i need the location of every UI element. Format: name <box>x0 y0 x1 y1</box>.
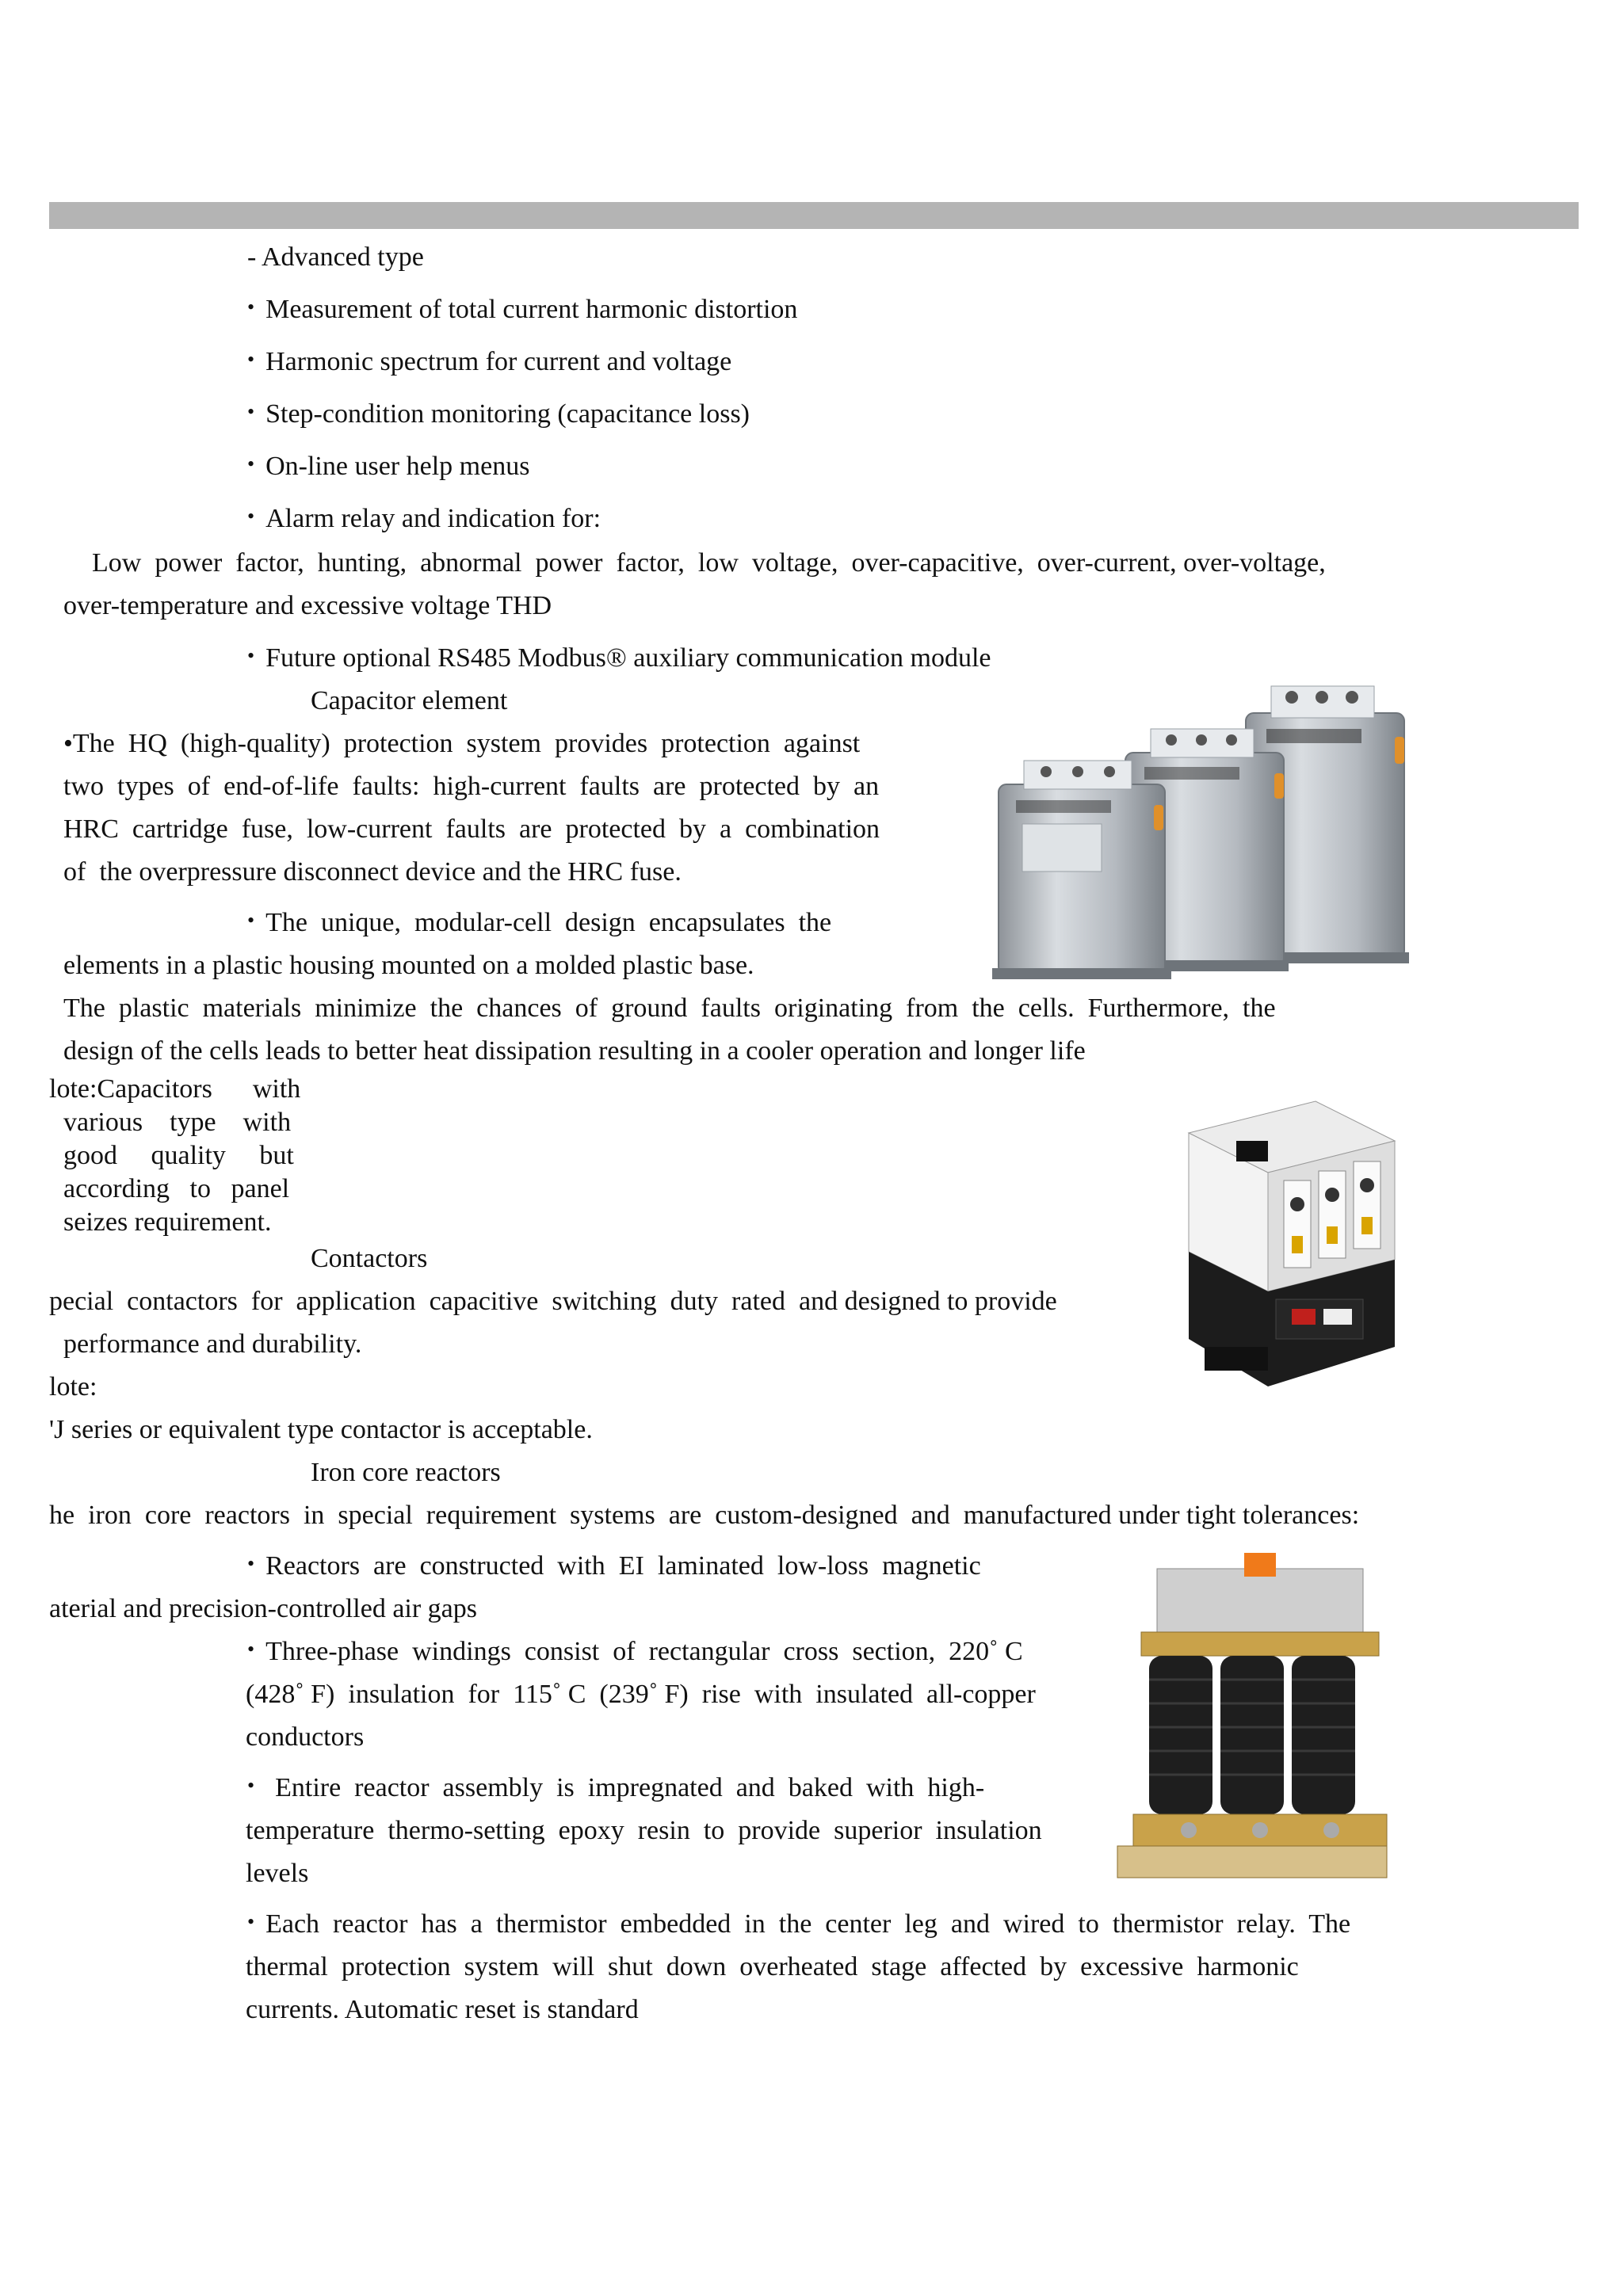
capacitor-note-line: seizes requirement. <box>63 1207 272 1237</box>
list-item: • On-line user help menus <box>247 452 530 481</box>
capacitor-note-line: according to panel <box>63 1174 290 1203</box>
bullet-icon: • <box>247 348 255 371</box>
capacitor-note-line: good quality but <box>63 1141 294 1170</box>
section-title-capacitor: Capacitor element <box>311 686 508 715</box>
reactor-bullet-3-line: • Entire reactor assembly is impregnated and baked with high- <box>247 1773 985 1802</box>
bullet-icon: • <box>247 1552 255 1575</box>
bullet-icon: • <box>247 644 255 667</box>
reactor-bullet-4-line: • Each reactor has a thermistor embedded in the center leg and wired to thermistor relay. The <box>247 1909 1351 1939</box>
reactor-bullet-3-line: levels <box>246 1859 309 1888</box>
reactor-bullet-2-line: conductors <box>246 1722 365 1752</box>
bullet-icon: • <box>247 1774 255 1797</box>
hq-paragraph-line: of the overpressure disconnect device and the HRC fuse. <box>63 857 682 887</box>
reactor-bullet-1-line-2: aterial and precision-controlled air gaps <box>49 1594 477 1623</box>
plastic-line-2: design of the cells leads to better heat dissipation resulting in a cooler operation and longer life <box>63 1036 1086 1066</box>
capacitor-note-line: lote:Capacitors with <box>49 1074 301 1104</box>
plastic-line-1: The plastic materials minimize the chances of ground faults originating from the cells. Furthermore, the <box>63 994 1276 1023</box>
bullet-icon: • <box>247 1910 255 1933</box>
bullet-icon: • <box>247 909 255 932</box>
list-item: • Future optional RS485 Modbus® auxiliary communication module <box>247 643 991 673</box>
list-item: • Alarm relay and indication for: <box>247 504 601 533</box>
alarm-list-line-1: Low power factor, hunting, abnormal power factor, low voltage, over-capacitive, over-current, over-voltage, <box>92 548 1326 578</box>
header-bar <box>49 202 1579 229</box>
contactors-note-text: 'J series or equivalent type contactor is acceptable. <box>49 1415 593 1444</box>
bullet-icon: • <box>247 1638 255 1661</box>
section-title-reactors: Iron core reactors <box>311 1458 501 1487</box>
reactor-bullet-3-line: temperature thermo-setting epoxy resin to provide superior insulation <box>246 1816 1042 1845</box>
advanced-type-heading: - Advanced type <box>247 242 424 272</box>
contactor-image <box>1173 1085 1411 1410</box>
reactor-image <box>1102 1553 1403 1909</box>
alarm-list-line-2: over-temperature and excessive voltage THD <box>63 591 552 620</box>
reactor-bullet-1-line-1: • Reactors are constructed with EI laminated low-loss magnetic <box>247 1551 981 1581</box>
contactors-line-2: performance and durability. <box>63 1329 362 1359</box>
capacitor-units-image <box>975 673 1419 990</box>
hq-paragraph-line: •The HQ (high-quality) protection system provides protection against <box>63 729 861 758</box>
list-item: • Harmonic spectrum for current and voltage <box>247 347 732 376</box>
list-item: • Step-condition monitoring (capacitance loss) <box>247 399 750 429</box>
bullet-icon: • <box>247 452 255 475</box>
hq-paragraph-line: HRC cartridge fuse, low-current faults are protected by a combination <box>63 814 880 844</box>
reactor-bullet-2-line: • Three-phase windings consist of rectangular cross section, 220˚ C <box>247 1637 1023 1666</box>
bullet-icon: • <box>247 505 255 528</box>
contactors-note-label: lote: <box>49 1372 97 1402</box>
reactor-bullet-4-line: currents. Automatic reset is standard <box>246 1995 639 2024</box>
reactors-intro: he iron core reactors in special requirement systems are custom-designed and manufactured under tight tolerances: <box>49 1501 1360 1530</box>
reactor-bullet-2-line: (428˚ F) insulation for 115˚ C (239˚ F) rise with insulated all-copper <box>246 1680 1036 1709</box>
capacitor-note-line: various type with <box>63 1108 292 1137</box>
bullet-icon: • <box>247 296 255 318</box>
modular-line-1: • The unique, modular-cell design encapsulates the <box>247 908 832 937</box>
bullet-icon: • <box>247 400 255 423</box>
section-title-contactors: Contactors <box>311 1244 428 1273</box>
contactors-line-1: pecial contactors for application capacitive switching duty rated and designed to provide <box>49 1287 1057 1316</box>
list-item: • Measurement of total current harmonic distortion <box>247 295 798 324</box>
reactor-bullet-4-line: thermal protection system will shut down overheated stage affected by excessive harmonic <box>246 1952 1299 1981</box>
modular-line-2: elements in a plastic housing mounted on a molded plastic base. <box>63 951 754 980</box>
hq-paragraph-line: two types of end-of-life faults: high-current faults are protected by an <box>63 772 880 801</box>
